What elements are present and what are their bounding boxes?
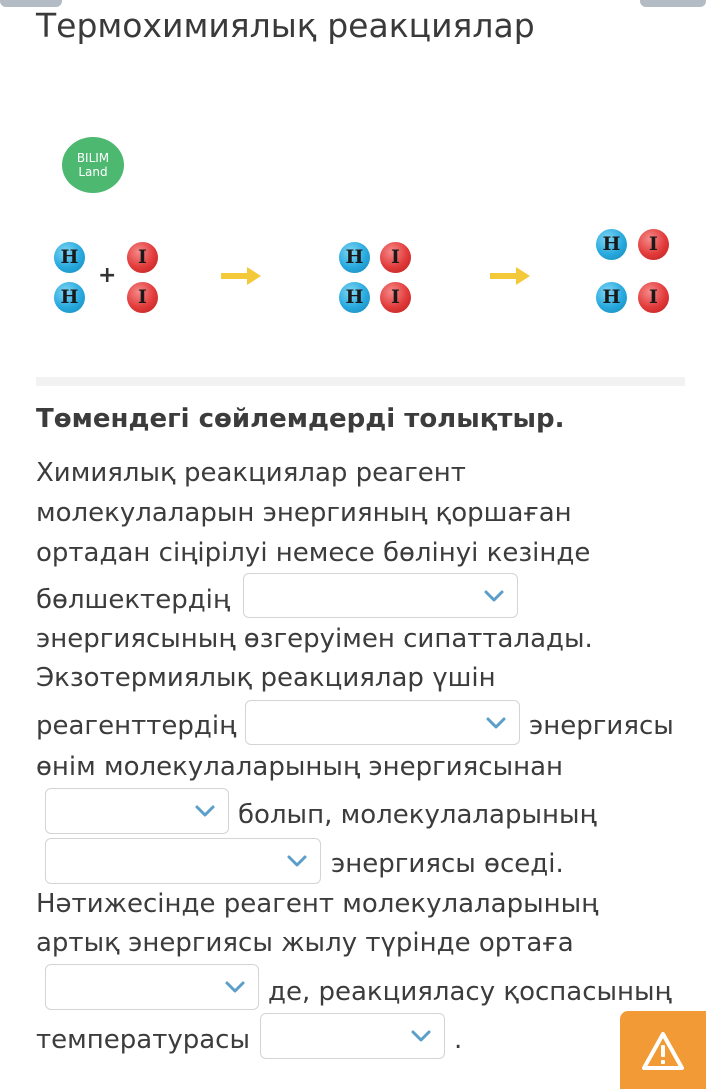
hydrogen-atom: H bbox=[54, 282, 85, 313]
text-line: бөлшектердің bbox=[36, 585, 231, 615]
iodine-atom: I bbox=[127, 282, 158, 313]
text-line: энергиясы bbox=[529, 711, 674, 741]
text-line: болып, молекулаларының bbox=[238, 800, 597, 830]
iodine-atom: I bbox=[380, 282, 411, 313]
blank-dropdown-1[interactable] bbox=[243, 573, 518, 618]
bilimland-logo: BILIM Land bbox=[62, 137, 124, 193]
arrow-right-icon bbox=[490, 266, 530, 286]
hydrogen-atom: H bbox=[596, 229, 627, 260]
arrow-right-icon bbox=[221, 266, 261, 286]
text-line: энергиясының өзгеруімен сипатталады. bbox=[36, 624, 593, 654]
text-line: өнім молекулаларының энергиясынан bbox=[36, 752, 564, 782]
hydrogen-atom: H bbox=[339, 282, 370, 313]
text-line: энергиясы өседі. bbox=[331, 849, 564, 879]
report-problem-button[interactable] bbox=[620, 1011, 706, 1089]
text-line: артық энергиясы жылу түрінде ортаға bbox=[36, 928, 574, 958]
text-line: . bbox=[454, 1025, 463, 1055]
blank-dropdown-5[interactable] bbox=[45, 964, 259, 1010]
iodine-atom: I bbox=[127, 242, 158, 273]
blank-dropdown-6[interactable] bbox=[260, 1013, 445, 1059]
hydrogen-atom: H bbox=[339, 242, 370, 273]
warning-icon bbox=[641, 1031, 685, 1071]
blank-dropdown-3[interactable] bbox=[45, 788, 229, 834]
hydrogen-atom: H bbox=[596, 282, 627, 313]
chevron-down-icon bbox=[483, 589, 505, 603]
chevron-down-icon bbox=[286, 854, 308, 868]
iodine-atom: I bbox=[380, 242, 411, 273]
chevron-down-icon bbox=[410, 1029, 432, 1043]
plus-sign: + bbox=[98, 263, 117, 288]
text-line: ортадан сіңірілуі немесе бөлінуі кезінде bbox=[36, 538, 591, 568]
text-line: реагенттердің bbox=[36, 711, 237, 741]
instruction-heading: Төмендегі сөйлемдерді толықтыр. bbox=[36, 404, 565, 434]
section-divider bbox=[36, 377, 685, 386]
iodine-atom: I bbox=[638, 282, 669, 313]
text-line: Химиялық реакциялар реагент bbox=[36, 458, 466, 488]
top-tab-right bbox=[640, 0, 706, 7]
text-line: молекулаларын энергияның қоршаған bbox=[36, 498, 572, 528]
chevron-down-icon bbox=[485, 716, 507, 730]
chevron-down-icon bbox=[194, 804, 216, 818]
text-line: Нәтижесінде реагент молекулаларының bbox=[36, 889, 599, 919]
chevron-down-icon bbox=[224, 980, 246, 994]
blank-dropdown-2[interactable] bbox=[245, 700, 520, 745]
text-line: температурасы bbox=[36, 1025, 250, 1055]
iodine-atom: I bbox=[638, 229, 669, 260]
hydrogen-atom: H bbox=[54, 242, 85, 273]
text-line: де, реакцияласу қоспасының bbox=[268, 977, 672, 1007]
blank-dropdown-4[interactable] bbox=[45, 838, 321, 884]
text-line: Экзотермиялық реакциялар үшін bbox=[36, 663, 496, 693]
page-title: Термохимиялық реакциялар bbox=[36, 6, 535, 45]
